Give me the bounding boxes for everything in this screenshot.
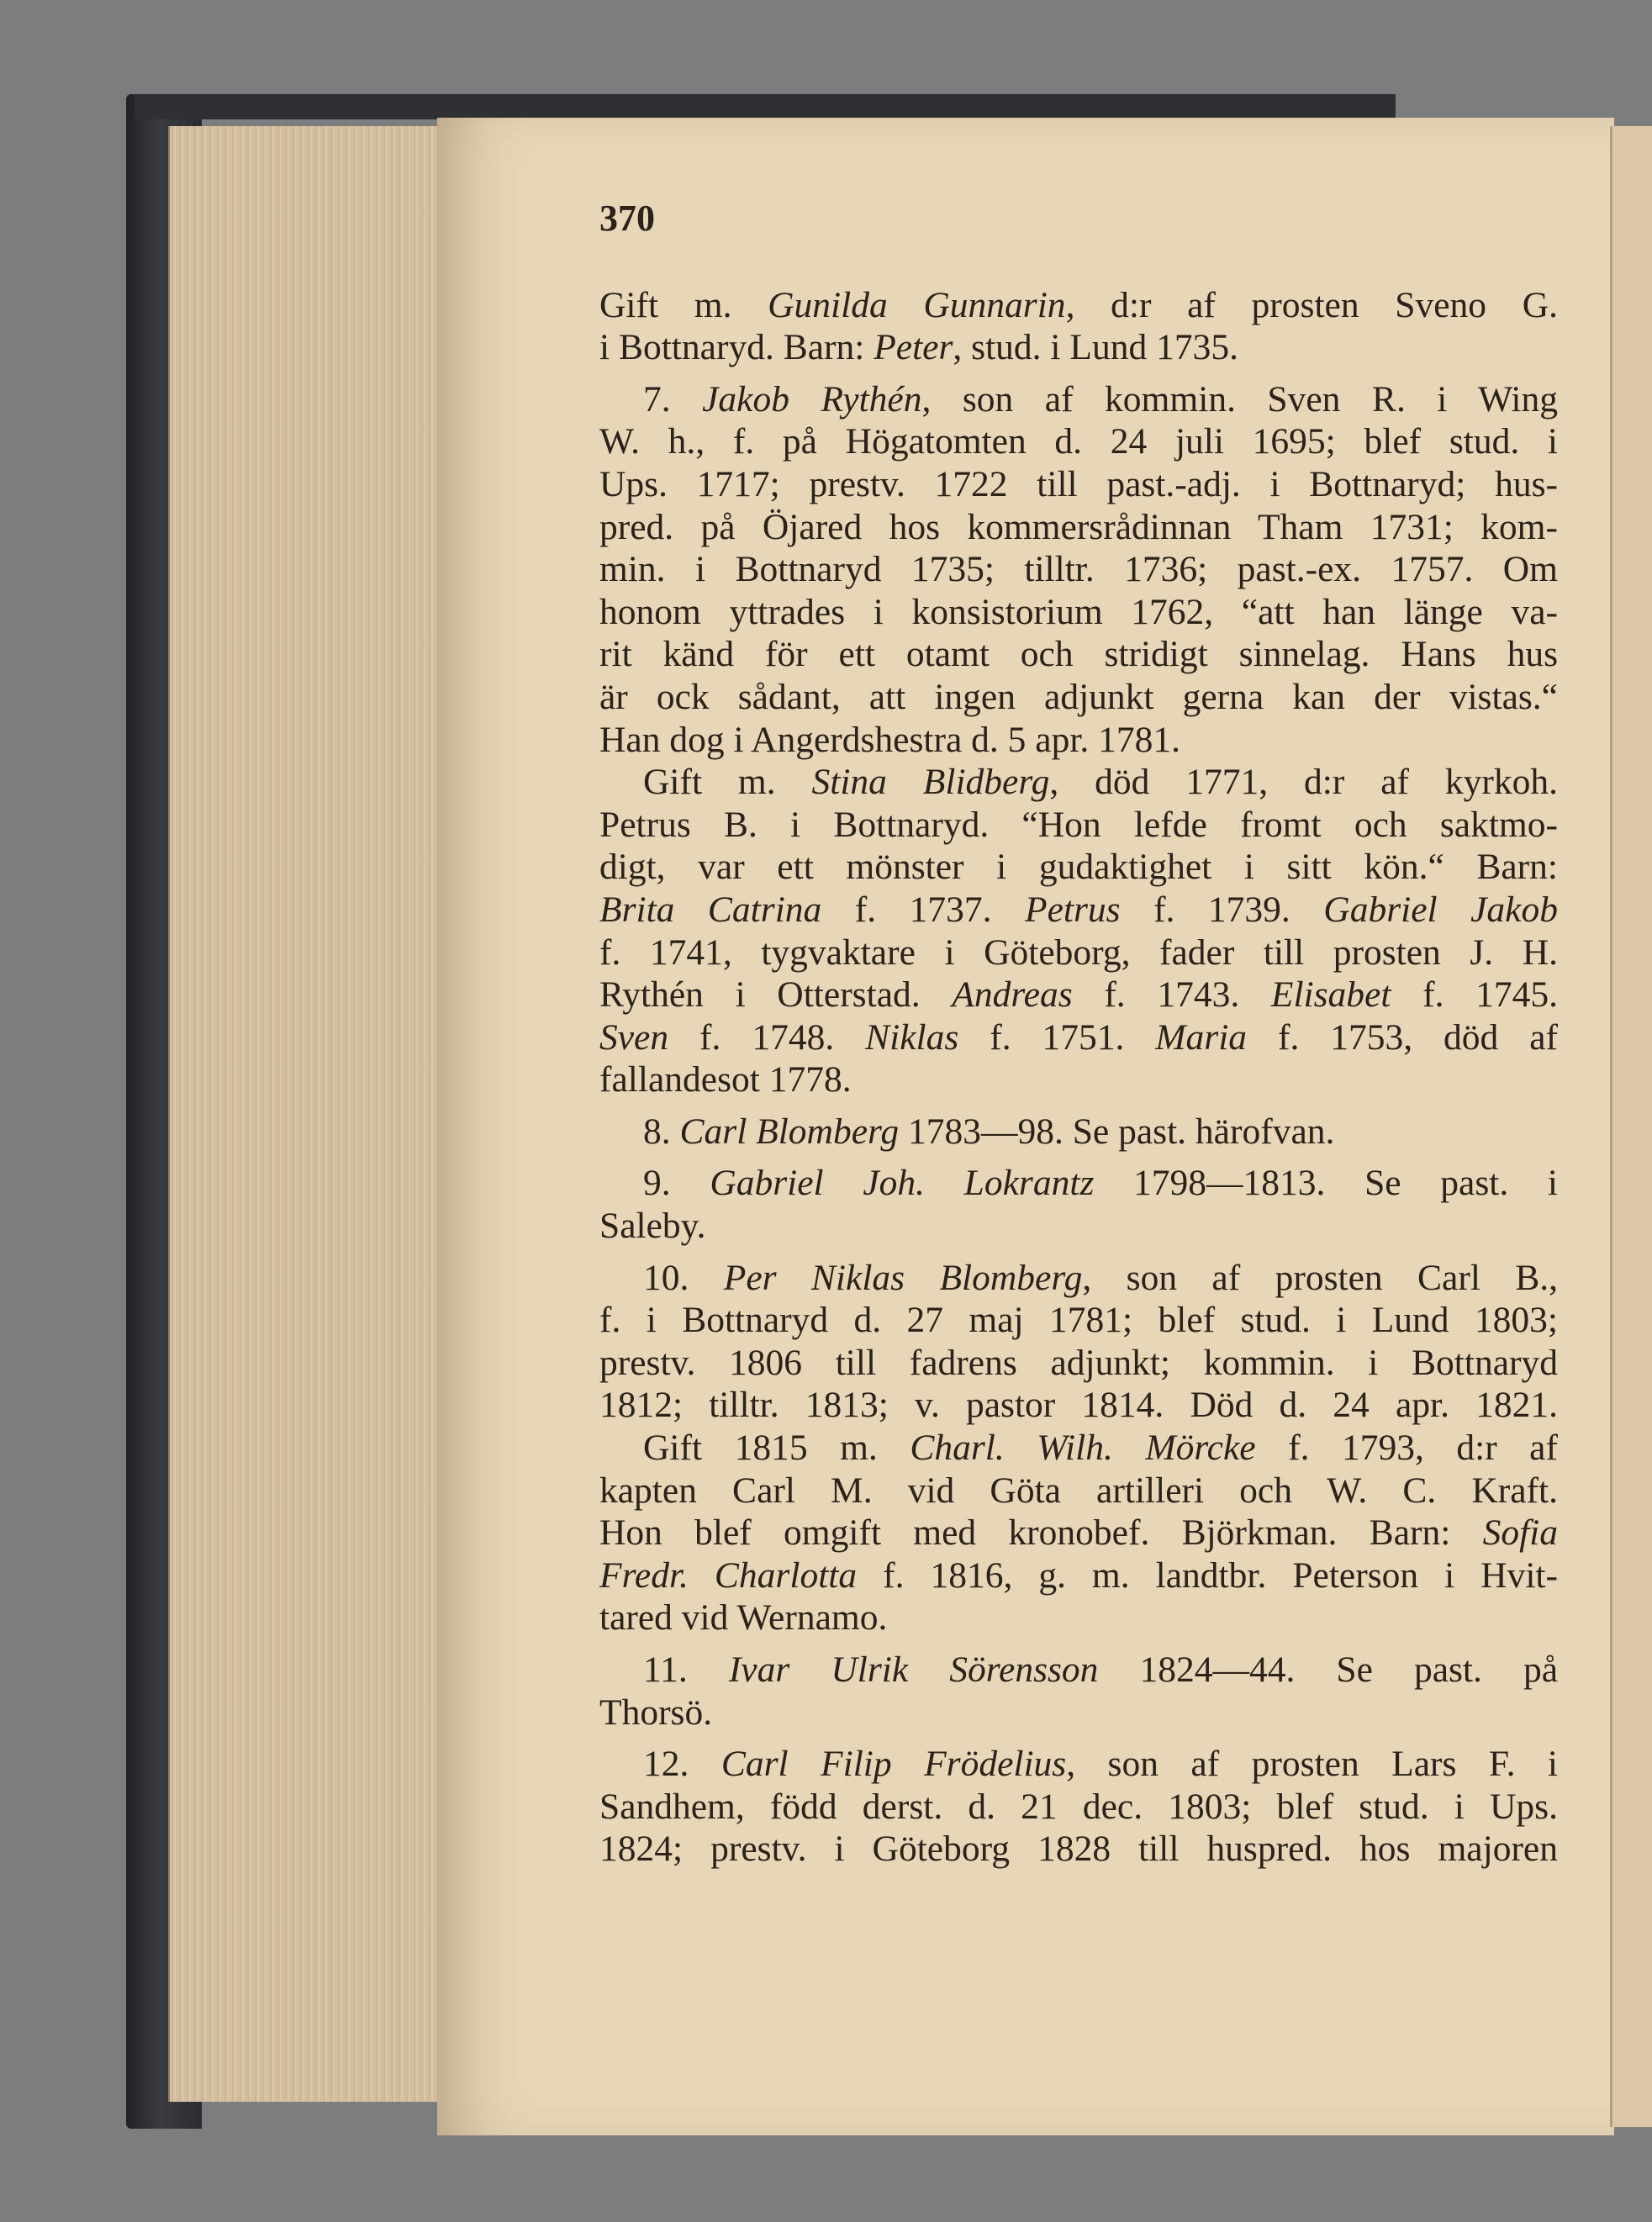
text-run: 1812; tilltr. 1813; v. pastor 1814. Död d. 24 apr. 1821. [599, 1385, 1558, 1426]
text-run: Rythén i Otterstad. [599, 974, 953, 1016]
text-run: f. 1751. [958, 1016, 1156, 1058]
italic-name: Maria [1155, 1016, 1248, 1058]
page-block-edges [168, 126, 447, 2102]
text-line [599, 1058, 1558, 1101]
text-run: f. 1743. [1072, 974, 1271, 1016]
italic-name: Charl. Wilh. Mörcke [910, 1428, 1256, 1469]
text-run: f. i Bottnaryd d. 27 maj 1781; blef stud. i Lund 1803; [599, 1300, 1558, 1341]
paragraph-gap [599, 1101, 1558, 1111]
text-line [599, 889, 1558, 932]
text-run: 1783—98. Se past. härofvan. [899, 1111, 1335, 1152]
text-line [599, 548, 1558, 591]
text-line [599, 1828, 1558, 1871]
text-line [599, 1649, 1558, 1692]
text-run: i Bottnaryd. Barn: [599, 327, 874, 368]
text-line [599, 1299, 1558, 1342]
text-run: Gift 1815 m. [643, 1428, 910, 1469]
italic-name: Niklas [865, 1016, 959, 1058]
text-line [599, 974, 1558, 1016]
text-run: Thorsö. [599, 1692, 713, 1733]
italic-name: Ivar Ulrik Sörensson [728, 1649, 1099, 1690]
italic-name: Gabriel Jakob [1323, 889, 1558, 930]
text-line [599, 1692, 1558, 1734]
italic-name: Carl Filip Frödelius [720, 1744, 1067, 1785]
text-run: Sandhem, född derst. d. 21 dec. 1803; blef stud. i Ups. [599, 1786, 1558, 1827]
italic-name: Gunilda Gunnarin [768, 284, 1066, 325]
text-run: f. 1737. [821, 889, 1025, 930]
text-line [599, 1205, 1558, 1248]
text-run: min. i Bottnaryd 1735; tilltr. 1736; past.-ex. 1757. Om [599, 549, 1558, 590]
text-run: Gift m. [643, 762, 812, 803]
text-run: 8. [643, 1111, 680, 1152]
text-run: f. 1745. [1391, 974, 1558, 1016]
text-line [599, 1342, 1558, 1385]
text-line [599, 326, 1558, 369]
text-run: , stud. i Lund 1735. [953, 327, 1238, 368]
text-line [599, 804, 1558, 847]
text-line [599, 1162, 1558, 1205]
text-line [599, 1597, 1558, 1639]
text-line [599, 1743, 1558, 1786]
text-run: 12. [643, 1744, 721, 1785]
text-line [599, 420, 1558, 463]
italic-name: Per Niklas Blomberg [723, 1257, 1083, 1298]
text-run: rit känd för ett otamt och stridigt sinnelag. Hans hus [599, 634, 1558, 675]
text-run: kapten Carl M. vid Göta artilleri och W. C. Kraft. [599, 1470, 1558, 1511]
paragraph-gap [599, 1153, 1558, 1162]
italic-name: Fredr. Charlotta [599, 1554, 858, 1596]
italic-name: Jakob Rythén [702, 378, 922, 420]
text-line [599, 1512, 1558, 1554]
text-line [599, 378, 1558, 421]
text-run: 10. [643, 1257, 724, 1298]
text-line [599, 1257, 1558, 1300]
text-line [599, 719, 1558, 762]
italic-name: Gabriel Joh. Lokrantz [710, 1163, 1095, 1204]
text-line [599, 1554, 1558, 1597]
text-line [599, 846, 1558, 889]
text-run: , son af prosten Carl B., [1082, 1257, 1558, 1298]
page-text [599, 198, 1558, 1871]
text-run: 1798—1813. Se past. i [1094, 1163, 1558, 1204]
text-line [599, 1384, 1558, 1427]
text-run: W. h., f. på Högatomten d. 24 juli 1695; blef stud. i [599, 421, 1558, 462]
text-run: är ock sådant, att ingen adjunkt gerna kan der vistas.“ [599, 676, 1558, 717]
text-line [599, 1786, 1558, 1829]
text-run: Han dog i Angerdshestra d. 5 apr. 1781. [599, 719, 1181, 760]
facing-page-edge [1610, 126, 1652, 2127]
book-cover-top-edge [135, 94, 1396, 119]
text-run: 1824; prestv. i Göteborg 1828 till huspred. hos majoren [599, 1829, 1558, 1870]
text-line [599, 284, 1558, 327]
text-run: Hon blef omgift med kronobef. Björkman. Barn: [599, 1512, 1483, 1554]
text-run: , son af prosten Lars F. i [1066, 1744, 1558, 1785]
text-run: f. 1816, g. m. landtbr. Peterson i Hvit- [857, 1554, 1558, 1596]
italic-name: Peter [874, 327, 953, 368]
text-line [599, 932, 1558, 974]
text-run: Saleby. [599, 1206, 706, 1247]
text-run: Gift m. [599, 284, 768, 325]
text-run: f. 1753, död af [1247, 1016, 1558, 1058]
text-line [599, 633, 1558, 676]
text-run: 11. [643, 1649, 729, 1690]
text-run: f. 1741, tygvaktare i Göteborg, fader till prosten J. H. [599, 932, 1558, 973]
italic-name: Brita Catrina [599, 889, 822, 930]
text-run: digt, var ett mönster i gudaktighet i sitt kön.“ Barn: [599, 847, 1558, 888]
text-run: pred. på Öjared hos kommersrådinnan Tham 1731; kom- [599, 506, 1558, 547]
page-number: 370 [599, 198, 655, 239]
text-run: honom yttrades i konsistorium 1762, “att han länge va- [599, 591, 1558, 632]
text-line [599, 506, 1558, 549]
text-run: prestv. 1806 till fadrens adjunkt; kommin. i Bottnaryd [599, 1342, 1558, 1383]
italic-name: Stina Blidberg [811, 762, 1050, 803]
text-line [599, 591, 1558, 634]
text-line [599, 1427, 1558, 1470]
text-run: f. 1748. [668, 1016, 866, 1058]
text-run: , son af kommin. Sven R. i Wing [921, 378, 1558, 420]
text-run: 7. [643, 378, 703, 420]
text-run: Petrus B. i Bottnaryd. “Hon lefde fromt och saktmo- [599, 804, 1558, 845]
text-line [599, 761, 1558, 804]
italic-name: Carl Blomberg [679, 1111, 900, 1152]
italic-name: Andreas [952, 974, 1073, 1016]
text-run: , död 1771, d:r af kyrkoh. [1049, 762, 1558, 803]
paragraph-gap [599, 1639, 1558, 1649]
italic-name: Sven [599, 1016, 669, 1058]
text-run: Ups. 1717; prestv. 1722 till past.-adj. i Bottnaryd; hus- [599, 463, 1558, 504]
text-line [599, 676, 1558, 719]
text-run: 1824—44. Se past. på [1098, 1649, 1558, 1690]
text-line [599, 1016, 1558, 1059]
paragraph-gap [599, 1734, 1558, 1743]
text-line [599, 463, 1558, 506]
paragraph-gap [599, 1248, 1558, 1257]
text-run: fallandesot 1778. [599, 1059, 852, 1100]
text-run: f. 1739. [1120, 889, 1324, 930]
paragraph-gap [599, 369, 1558, 378]
text-run: f. 1793, d:r af [1255, 1428, 1558, 1469]
text-lines [599, 284, 1558, 1871]
text-run: , d:r af prosten Sveno G. [1065, 284, 1558, 325]
text-line [599, 1111, 1558, 1153]
italic-name: Petrus [1025, 889, 1121, 930]
text-line [599, 1470, 1558, 1512]
italic-name: Sofia [1482, 1512, 1558, 1554]
text-run: 9. [643, 1163, 710, 1204]
italic-name: Elisabet [1270, 974, 1391, 1016]
text-run: tared vid Wernamo. [599, 1597, 888, 1639]
